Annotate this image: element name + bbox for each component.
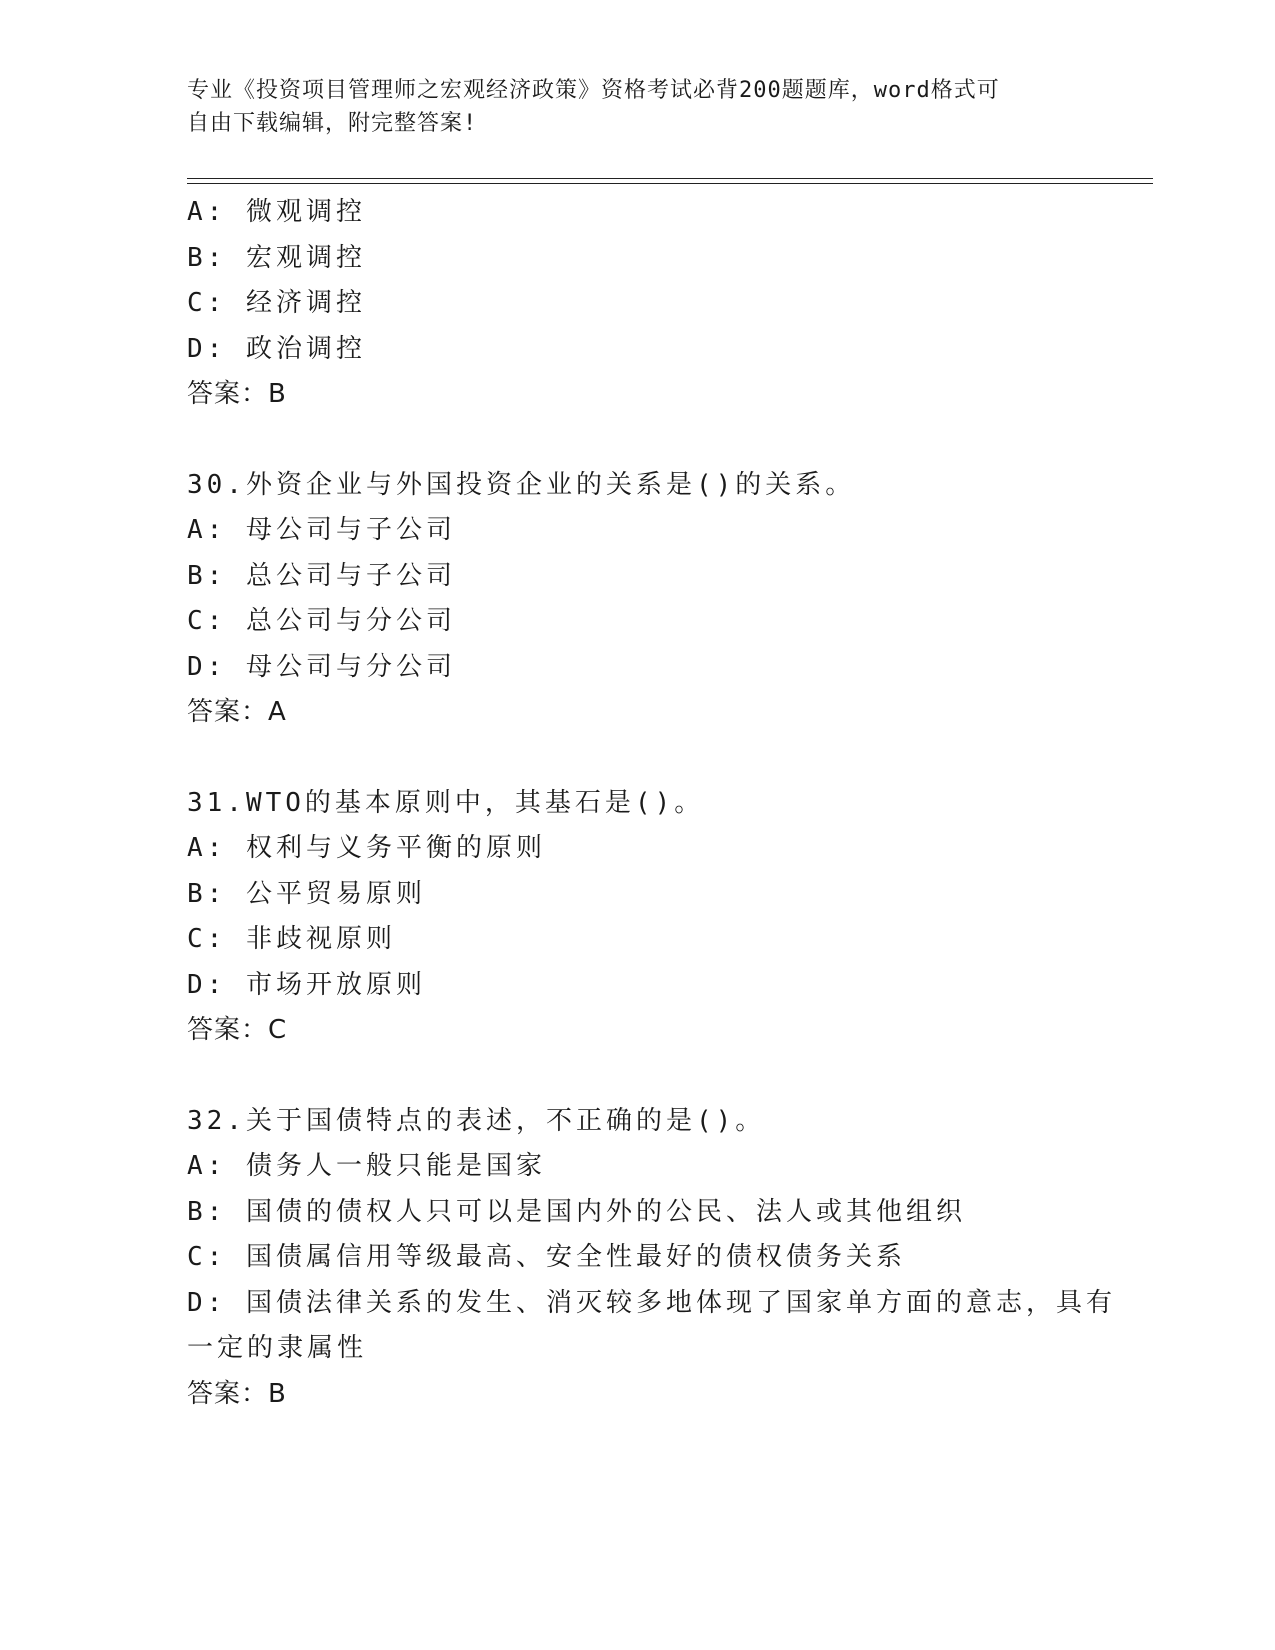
header-divider-top (187, 178, 1153, 179)
spacer (187, 418, 1107, 463)
option-c: C: 经济调控 (187, 288, 366, 318)
option-d: D: 政治调控 (187, 333, 366, 364)
option-a: A: 母公司与子公司 (187, 515, 456, 545)
question-29-block (187, 190, 1107, 418)
option-d: D: 国债法律关系的发生、消灭较多地体现了国家单方面的意志，具有 (187, 1287, 1116, 1318)
option-b: B: 公平贸易原则 (187, 878, 426, 909)
header-line-1: 专业《投资项目管理师之宏观经济政策》资格考试必背200题题库，word格式可 (187, 78, 1000, 103)
document-header (187, 74, 1087, 140)
answer-line: 答案：B (187, 1378, 287, 1409)
header-line-2: 自由下载编辑，附完整答案! (187, 111, 478, 136)
option-d-continued: 一定的隶属性 (187, 1333, 368, 1363)
option-c: C: 国债属信用等级最高、安全性最好的债权债务关系 (187, 1242, 906, 1272)
question-list (187, 190, 1116, 1417)
question-30-block (187, 463, 1107, 736)
option-c: C: 非歧视原则 (187, 924, 396, 954)
answer-line: 答案：A (187, 697, 287, 727)
header-divider-bottom (187, 183, 1153, 184)
question-text: 31.WTO的基本原则中，其基石是()。 (187, 787, 705, 818)
answer-line: 答案：C (187, 1015, 288, 1045)
spacer (187, 736, 1107, 781)
option-b: B: 国债的债权人只可以是国内外的公民、法人或其他组织 (187, 1196, 966, 1227)
question-31-block (187, 781, 1107, 1054)
option-a: A: 微观调控 (187, 197, 366, 227)
question-32-block (187, 1099, 1116, 1418)
option-b: B: 宏观调控 (187, 242, 366, 273)
question-text: 30.外资企业与外国投资企业的关系是()的关系。 (187, 469, 856, 500)
option-b: B: 总公司与子公司 (187, 560, 456, 591)
option-d: D: 母公司与分公司 (187, 651, 456, 682)
option-a: A: 权利与义务平衡的原则 (187, 833, 546, 863)
option-a: A: 债务人一般只能是国家 (187, 1151, 546, 1181)
option-c: C: 总公司与分公司 (187, 606, 456, 636)
question-text: 32.关于国债特点的表述，不正确的是()。 (187, 1105, 766, 1136)
answer-line: 答案：B (187, 379, 287, 409)
option-d: D: 市场开放原则 (187, 969, 426, 1000)
spacer (187, 1054, 1107, 1099)
